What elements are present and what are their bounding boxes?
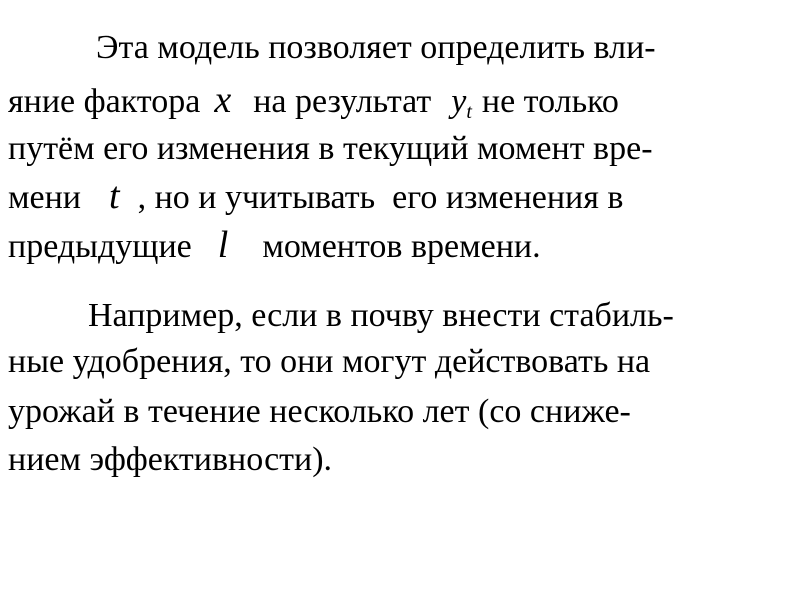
p1-line-5 <box>8 225 541 267</box>
p1-line-3: путём его изменения в текущий момент вре- <box>8 130 653 167</box>
p1-line-2-text-c: не только <box>481 83 619 120</box>
variable-y-subscript: t <box>466 101 472 123</box>
p1-line-2 <box>8 80 619 132</box>
variable-y: y <box>451 83 467 120</box>
p2-line-2: ные удобрения, то они могут действовать на <box>8 343 651 380</box>
p1-line-2-text-b: на результат <box>253 83 432 120</box>
p1-line-5-text-a: предыдущие <box>8 228 192 265</box>
variable-x: x <box>214 79 232 121</box>
p2-line-4: нием эффективности). <box>8 441 333 478</box>
p1-line-2-text-a: яние фактора <box>8 83 201 120</box>
p1-line-4-text-a: мени <box>8 179 81 216</box>
p2-line-1: Например, если в почву внести стабиль- <box>88 297 674 334</box>
p1-line-1: Эта модель позволяет определить вли- <box>96 29 656 66</box>
p1-line-5-text-b: моментов времени. <box>262 228 541 265</box>
p1-line-4 <box>8 176 623 218</box>
variable-t: t <box>109 175 120 217</box>
p2-line-3: урожай в течение несколько лет (со сниже- <box>8 393 631 430</box>
p1-line-4-text-b: , но и учитывать его изменения в <box>137 179 624 216</box>
variable-l: l <box>217 224 229 266</box>
